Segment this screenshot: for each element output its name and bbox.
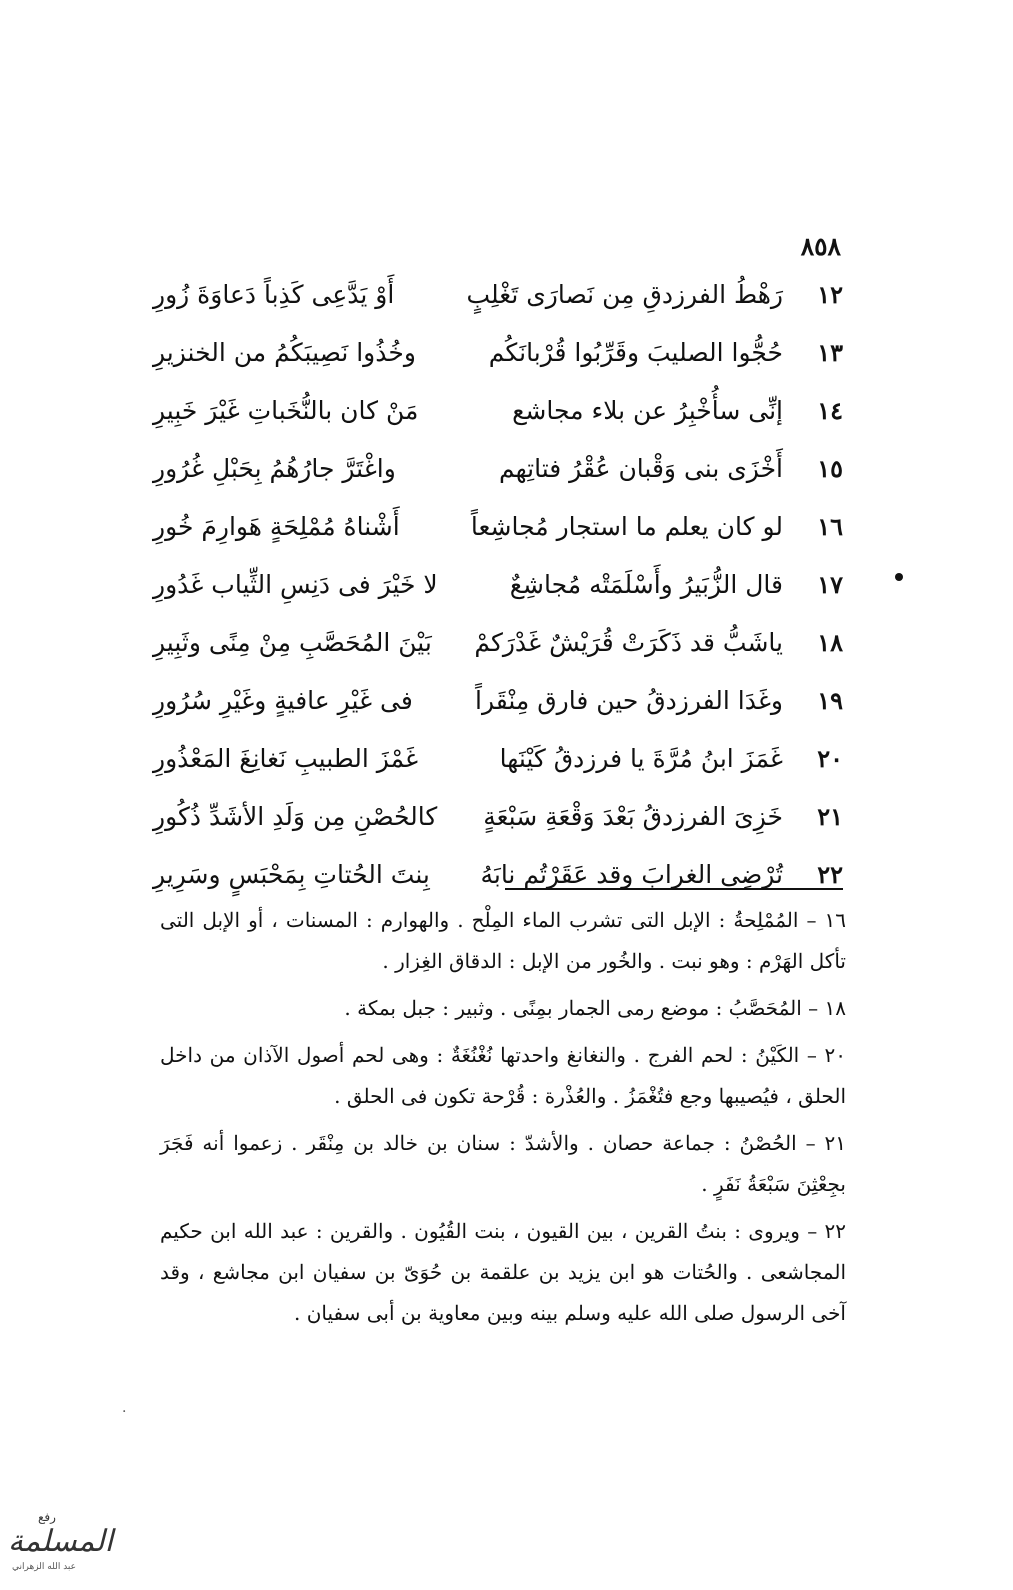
footnote: ١٦ – المُمْلِحةُ : الإبل التى تشرب الماء المِلْح . والهوارم : المسنات ، أو الإبل التى تأكل الهَرْم : وهو نبت . والخُور من الإبل : الدقاق الغِزار .: [160, 908, 846, 973]
verse-second-hemistich: أَوْ يَدَّعِى كَذِباً دَعاوَةَ زُورِ: [153, 279, 395, 309]
verse-second-hemistich: فى غَيْرِ عافيةٍ وغَيْرِ سُرُورِ: [153, 685, 413, 715]
verse-first-hemistich: وغَدَا الفرزدقُ حين فارق مِنْقَراً: [475, 685, 783, 715]
verse-second-hemistich: غَمْزَ الطبيبِ نَغانِغَ المَعْذُورِ: [153, 743, 419, 773]
verse-number: ١٣: [817, 337, 843, 367]
verse-first-hemistich: غَمَزَ ابنُ مُرَّةَ يا فرزدقُ كَيْنَها: [499, 743, 783, 773]
verse-number: ٢٠: [817, 743, 843, 773]
footnote: ١٨ – المُحَصَّبُ : موضع رمى الجمار بمِنًى . وثبير : جبل بمكة .: [344, 996, 846, 1020]
verse-number: ١٨: [817, 627, 843, 657]
verse-first-hemistich: أَخْزَى بنى وَقْبان عُقْرُ فتاتِهم: [498, 453, 783, 483]
library-stamp-logo: [8, 1510, 118, 1580]
verse-row: [153, 613, 843, 671]
verse-first-hemistich: لو كان يعلم ما استجار مُجاشِعاً: [470, 511, 783, 541]
stamp-text: المسلمة: [8, 1524, 113, 1559]
margin-dot: [895, 573, 903, 581]
verse-second-hemistich: وخُذُوا نَصِيبَكُمُ من الخنزيرِ: [153, 337, 416, 367]
poem-verses: [153, 265, 843, 903]
verse-second-hemistich: واغْتَرَّ جارُهُمُ بِحَبْلِ غُرُورِ: [153, 453, 396, 483]
verse-first-hemistich: حُجُّوا الصليبَ وقَرِّبُوا قُرْبانَكُم: [488, 337, 783, 367]
verse-row: [153, 323, 843, 381]
footnote-separator-rule: [505, 888, 843, 890]
verse-number: ١٥: [817, 453, 843, 483]
verse-number: ١٢: [817, 279, 843, 309]
verse-row: [153, 439, 843, 497]
footnote: ٢٠ – الكَيْنُ : لحم الفرج . والنغانغ واحدتها نُغْنُغَةٌ : وهى لحم أصول الآذان من داخل الحلق ، فيُصيبها وجع فتُغْمَزُ . والعُذْرة : قُرْحة تكون فى الحلق .: [160, 1043, 846, 1108]
verse-row: [153, 381, 843, 439]
verse-row: [153, 497, 843, 555]
footnotes: [160, 900, 846, 1334]
verse-number: ١٦: [817, 511, 843, 541]
verse-second-hemistich: أَشْناهُ مُمْلِحَةٍ هَوارِمَ خُورِ: [153, 511, 400, 541]
verse-number: ١٧: [817, 569, 843, 599]
verse-number: ٢٢: [817, 859, 843, 889]
verse-first-hemistich: قال الزُّبَيرُ وأَسْلَمَتْه مُجاشِعٌ: [509, 569, 783, 599]
verse-first-hemistich: ياشَبُّ قد ذَكَرَتْ قُرَيْشٌ غَدْرَكمْ: [474, 627, 783, 657]
stamp-small-text: عبد الله الزهراني: [12, 1562, 77, 1572]
verse-second-hemistich: لا خَيْرَ فى دَنِسِ الثِّياب غَدُورِ: [153, 569, 438, 599]
footnote: ٢٢ – ويروى : بنتُ القرين ، بين القيون ، بنت القُيُون . والقرين : عبد الله ابن حكيم المجاشعى . والحُتات هو ابن يزيد بن علقمة بن حُوَىّ بن سفيان ابن مجاشع ، وقد آخى الرسول صلى الله عليه وسلم بينه وبين معاوية بن أبى سفيان .: [160, 1219, 847, 1325]
verse-first-hemistich: خَزِىَ الفرزدقُ بَعْدَ وَقْعَةِ سَبْعَةٍ: [483, 801, 783, 831]
verse-row: [153, 265, 843, 323]
verse-number: ١٤: [817, 395, 843, 425]
verse-first-hemistich: تُرْضِى الغرابَ وقد عَقَرْتُم نابَهُ: [480, 859, 783, 889]
stamp-prefix: رفع: [38, 1510, 56, 1524]
verse-row: [153, 555, 843, 613]
verse-row: [153, 787, 843, 845]
footnote: ٢١ – الحُصْنُ : جماعة حصان . والأشدّ : سنان بن خالد بن مِنْقَر . زعموا أنه فَجَرَ بجِعْثِنَ سَبْعَةُ نَفَرٍ .: [160, 1131, 846, 1196]
verse-row: [153, 729, 843, 787]
page-number: ٨٥٨: [800, 232, 841, 261]
verse-number: ١٩: [817, 685, 843, 715]
verse-second-hemistich: بِنتَ الحُتاتِ بِمَحْبَسٍ وسَرِيرِ: [153, 859, 430, 889]
verse-row: [153, 845, 843, 903]
verse-second-hemistich: مَنْ كان بالنُّخَباتِ غَيْرَ خَبِيرِ: [153, 395, 419, 425]
verse-row: [153, 671, 843, 729]
verse-second-hemistich: كالحُصْنِ مِن وَلَدِ الأشَدِّ ذُكُورِ: [153, 801, 438, 831]
verse-first-hemistich: رَهْطُ الفرزدقِ مِن نَصارَى تَغْلِبٍ: [466, 279, 783, 309]
verse-second-hemistich: بَيْنَ المُحَصَّبِ مِنْ مِنًى وثَبِيرِ: [153, 627, 432, 657]
verse-first-hemistich: إنِّى سأُخْبِرُ عن بلاء مجاشع: [512, 395, 783, 425]
verse-number: ٢١: [817, 801, 843, 831]
scan-speck: ·: [122, 1404, 127, 1420]
